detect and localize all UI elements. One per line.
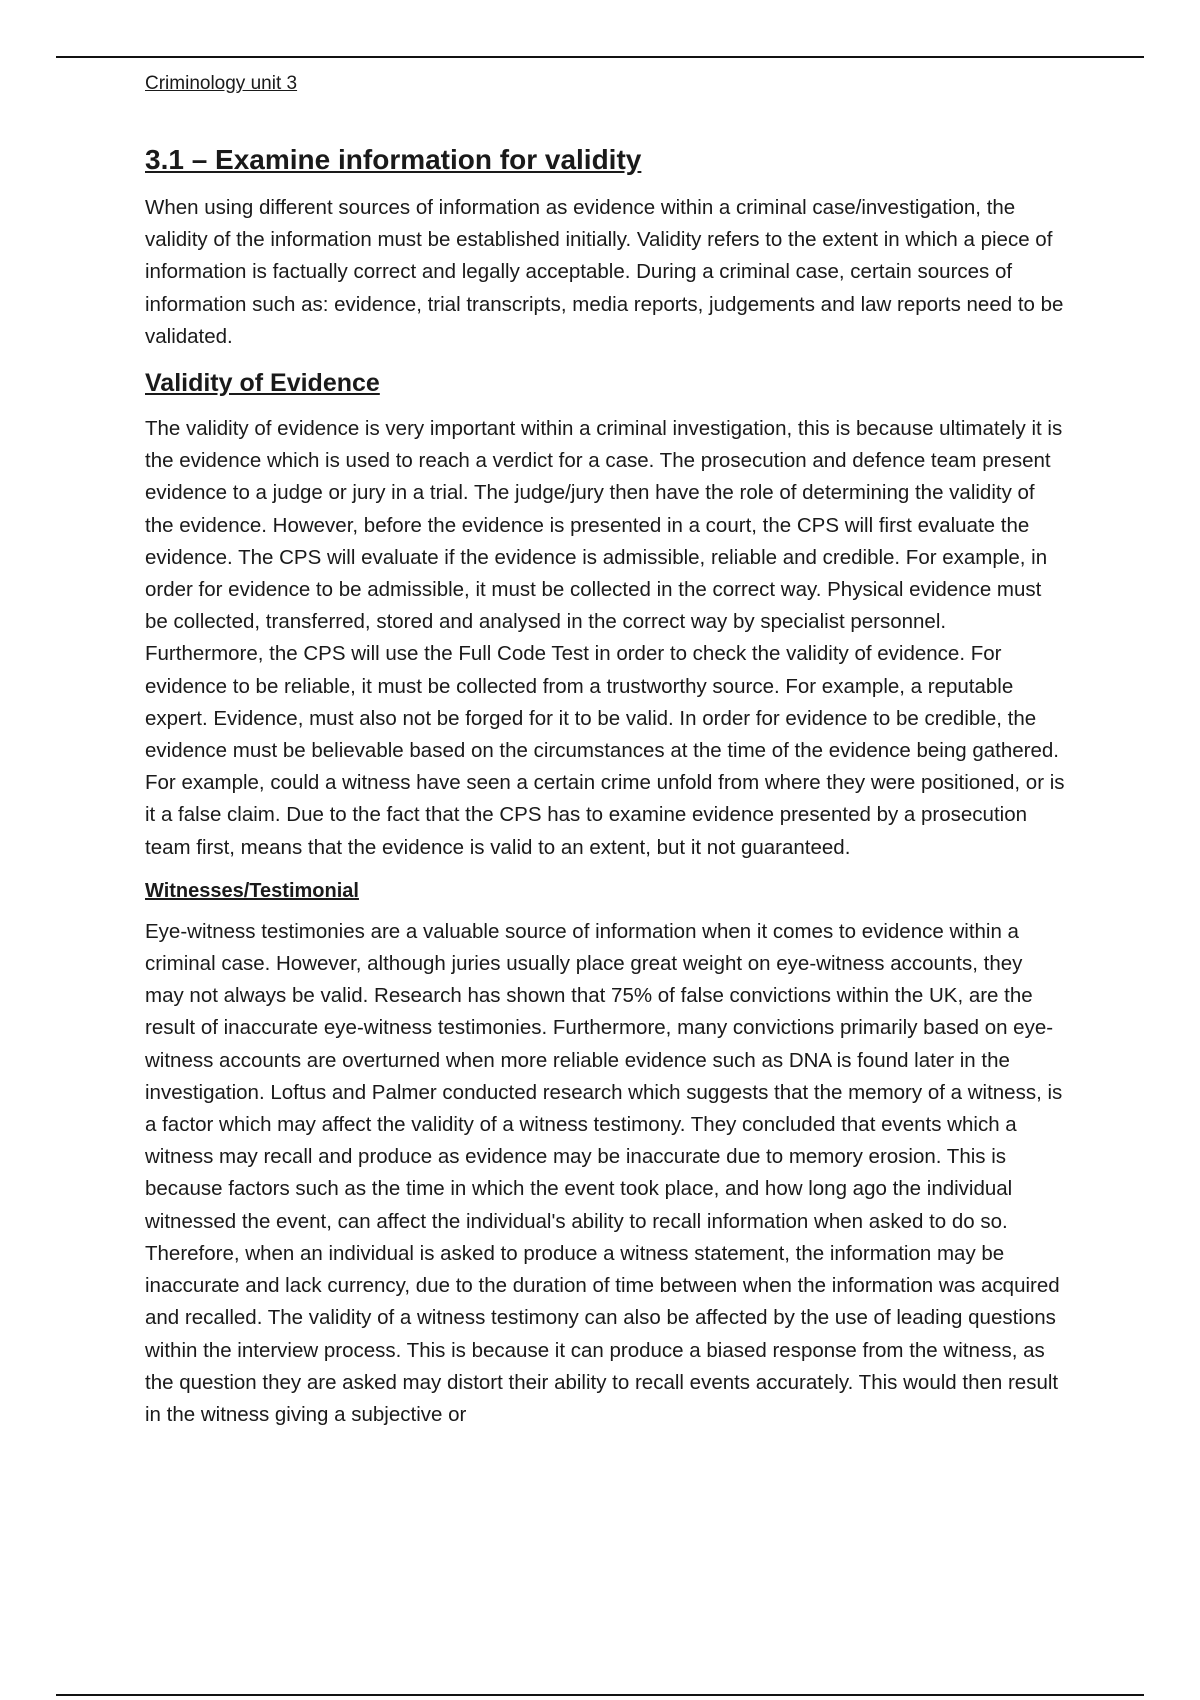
document-body (145, 72, 1065, 1431)
witness-heading: Witnesses/Testimonial (145, 879, 359, 902)
intro-paragraph: When using different sources of information as evidence within a criminal case/investigation, the validity of the information must be established initially. Validity refers to the extent in which a piece of information is factually correct and legally acceptable. During a criminal case, certain sources of information such as: evidence, trial transcripts, media reports, judgements and law reports need to be validated. (145, 196, 1064, 348)
page-top-rule (56, 56, 1144, 58)
evidence-paragraph: The validity of evidence is very important within a criminal investigation, this is because ultimately it is the evidence which is used to reach a verdict for a case. The prosecution and defence team present evidence to a judge or jury in a trial. The judge/jury then have the role of determining the validity of the evidence. However, before the evidence is presented in a court, the CPS will first evaluate the evidence. The CPS will evaluate if the evidence is admissible, reliable and credible. For example, in order for evidence to be admissible, it must be collected in the correct way. Physical evidence must be collected, transferred, stored and analysed in the correct way by specialist personnel. Furthermore, the CPS will use the Full Code Test in order to check the validity of evidence. For evidence to be reliable, it must be collected from a trustworthy source. For example, a reputable expert. Evidence, must also not be forged for it to be valid. In order for evidence to be credible, the evidence must be believable based on the circumstances at the time of the evidence being gathered. For example, could a witness have seen a certain crime unfold from where they were positioned, or is it a false claim. Due to the fact that the CPS has to examine evidence presented by a prosecution team first, means that the evidence is valid to an extent, but it not guaranteed. (145, 417, 1065, 859)
running-header: Criminology unit 3 (145, 73, 298, 94)
witness-paragraph: Eye-witness testimonies are a valuable source of information when it comes to evidence within a criminal case. However, although juries usually place great weight on eye-witness accounts, they may not always be valid. Research has shown that 75% of false convictions within the UK, are the result of inaccurate eye-witness testimonies. Furthermore, many convictions primarily based on eye-witness accounts are overturned when more reliable evidence such as DNA is found later in the investigation. Loftus and Palmer conducted research which suggests that the memory of a witness, is a factor which may affect the validity of a witness testimony. They concluded that events which a witness may recall and produce as evidence may be inaccurate due to memory erosion. This is because factors such as the time in which the event took place, and how long ago the individual witnessed the event, can affect the individual's ability to recall information when asked to do so. Therefore, when an individual is asked to produce a witness statement, the information may be inaccurate and lack currency, due to the duration of time between when the information was acquired and recalled. The validity of a witness testimony can also be affected by the use of leading questions within the interview process. This is because it can produce a biased response from the witness, as the question they are asked may distort their ability to recall events accurately. This would then result in the witness giving a subjective or (145, 919, 1063, 1426)
evidence-heading: Validity of Evidence (145, 369, 380, 398)
section-title: 3.1 – Examine information for validity (145, 144, 642, 175)
page-bottom-rule (56, 1694, 1144, 1696)
